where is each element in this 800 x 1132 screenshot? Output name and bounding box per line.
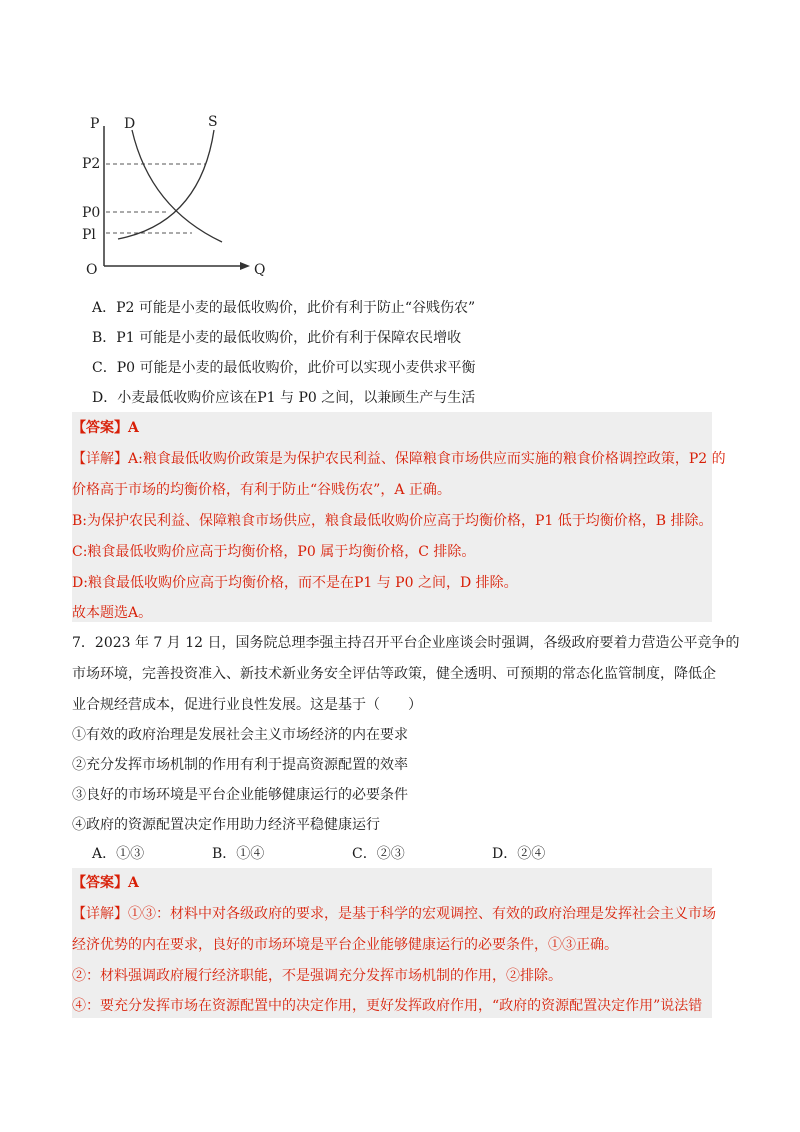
axis-label-q: Q (254, 262, 266, 278)
q6-option-c: C．P0 可能是小麦的最低收购价，此价可以实现小麦供求平衡 (92, 360, 476, 376)
q7-stem-line-1: 7．2023 年 7 月 12 日，国务院总理李强主持召开平台企业座谈会时强调，各级政府要着力营造公平竞争的 (72, 635, 740, 651)
q7-detail-line-3: ②：材料强调政府履行经济职能，不是强调充分发挥市场机制的作用，②排除。 (72, 968, 562, 984)
q6-option-a: A．P2 可能是小麦的最低收购价，此价有利于防止“谷贱伤农” (92, 300, 476, 316)
q6-detail-line-2: 价格高于市场的均衡价格，有利于防止“谷贱伤农”，A 正确。 (72, 482, 451, 498)
q6-detail-line-5: D:粮食最低收购价应高于均衡价格，而不是在P1 与 P0 之间，D 排除。 (72, 575, 518, 591)
q7-detail-line-4: ④：要充分发挥市场在资源配置中的决定作用，更好发挥政府作用，“政府的资源配置决定作用”说法错 (72, 998, 703, 1014)
q7-statement-4: ④政府的资源配置决定作用助力经济平稳健康运行 (72, 817, 380, 833)
q7-stem-line-2: 市场环境，完善投资准入、新技术新业务安全评估等政策，健全透明、可预期的常态化监管制度，降低企 (72, 666, 716, 682)
x-axis-arrow (240, 262, 250, 270)
q7-detail-line-1: 【详解】①③：材料中对各级政府的要求，是基于科学的宏观调控、有效的政府治理是发挥社会主义市场 (72, 906, 716, 922)
q7-choice-b: B．①④ (212, 846, 265, 862)
q6-option-b: B．P1 可能是小麦的最低收购价，此价有利于保障农民增收 (92, 330, 462, 346)
q6-option-d: D．小麦最低收购价应该在P1 与 P0 之间，以兼顾生产与生活 (92, 390, 476, 406)
label-p0: P0 (82, 205, 101, 221)
q7-choice-c: C．②③ (352, 846, 405, 862)
q7-answer: 【答案】A (72, 875, 139, 891)
q7-statement-2: ②充分发挥市场机制的作用有利于提高资源配置的效率 (72, 757, 408, 773)
axis-label-p: P (90, 116, 100, 132)
q6-detail-line-1: 【详解】A:粮食最低收购价政策是为保护农民利益、保障粮食市场供应而实施的粮食价格调控政策，P2 的 (72, 451, 726, 467)
label-demand: D (124, 116, 136, 132)
q7-choice-d: D．②④ (492, 846, 546, 862)
q6-conclusion: 故本题选A。 (72, 605, 153, 621)
q7-statement-3: ③良好的市场环境是平台企业能够健康运行的必要条件 (72, 787, 408, 803)
q7-choice-a: A．①③ (92, 846, 145, 862)
label-supply: S (208, 114, 218, 130)
label-p1: Pl (82, 227, 96, 243)
demand-curve (132, 130, 222, 242)
q7-stem-line-3: 业合规经营成本，促进行业良性发展。这是基于（ ） (72, 697, 422, 713)
label-origin: O (86, 262, 98, 278)
supply-demand-graph (80, 108, 290, 288)
q6-detail-line-3: B:为保护农民利益、保障粮食市场供应，粮食最低收购价应高于均衡价格，P1 低于均衡价格，B 排除。 (72, 513, 713, 529)
graph-svg (80, 108, 290, 288)
q7-statement-1: ①有效的政府治理是发展社会主义市场经济的内在要求 (72, 727, 408, 743)
q6-answer: 【答案】A (72, 420, 139, 436)
label-p2: P2 (82, 156, 101, 172)
q6-detail-line-4: C:粮食最低收购价应高于均衡价格，P0 属于均衡价格，C 排除。 (72, 544, 476, 560)
supply-curve (118, 130, 214, 239)
q7-detail-line-2: 经济优势的内在要求，良好的市场环境是平台企业能够健康运行的必要条件，①③正确。 (72, 937, 618, 953)
